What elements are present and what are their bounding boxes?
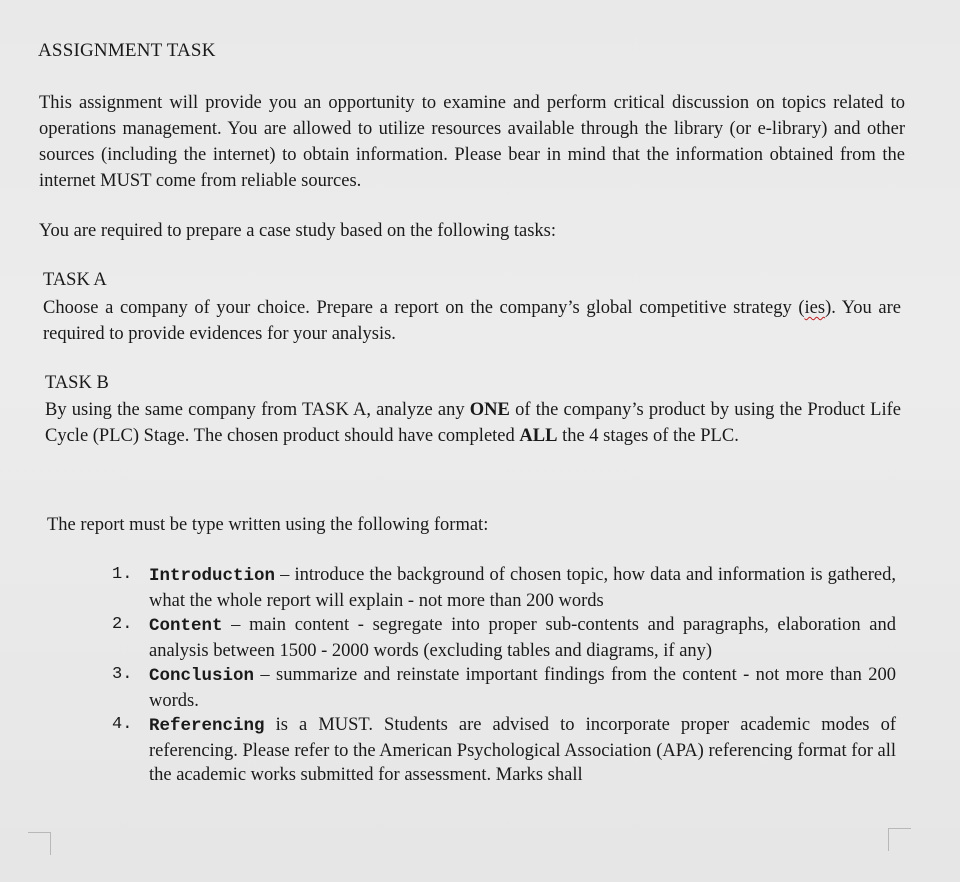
list-term: Introduction <box>149 566 276 586</box>
task-a-body <box>43 295 901 347</box>
task-b-heading: TASK B <box>45 373 109 393</box>
page-title: ASSIGNMENT TASK <box>38 40 216 61</box>
task-b-bold-all: ALL <box>519 426 558 446</box>
list-item <box>112 563 896 613</box>
list-number: 1. <box>112 565 133 584</box>
task-b-body <box>45 397 901 449</box>
task-b-text-3: the 4 stages of the PLC. <box>557 426 739 446</box>
task-a-heading: TASK A <box>43 270 107 290</box>
format-list <box>112 563 896 788</box>
list-text: is a MUST. Students are advised to incorporate proper academic modes of referencing. Please refer to the American Psychological Association (APA) referencing format for all the academic works submitted for assessment. Marks shall <box>149 715 896 785</box>
task-a-text-1: Choose a company of your choice. Prepare a report on the company’s global competitive strategy ( <box>43 298 805 318</box>
page-corner-mark-right <box>888 828 911 851</box>
task-a-text-2: ). You are required to provide evidences for your analysis. <box>43 298 901 344</box>
list-item <box>112 663 896 713</box>
list-number: 3. <box>112 665 133 684</box>
page-corner-mark-left <box>28 832 51 855</box>
format-intro: The report must be type written using the following format: <box>47 515 489 535</box>
list-term: Conclusion <box>149 666 255 686</box>
list-text: – introduce the background of chosen topic, how data and information is gathered, what the whole report will explain - not more than 200 words <box>149 565 896 611</box>
list-number: 4. <box>112 715 133 734</box>
list-item <box>112 613 896 663</box>
list-term: Content <box>149 616 223 636</box>
list-item <box>112 713 896 788</box>
task-b-bold-one: ONE <box>469 400 510 420</box>
list-number: 2. <box>112 615 133 634</box>
list-term: Referencing <box>149 716 265 736</box>
task-b-text-1: By using the same company from TASK A, analyze any <box>45 400 470 420</box>
required-paragraph: You are required to prepare a case study based on the following tasks: <box>39 221 557 241</box>
task-b-text-2: of the company’s product by using the Product Life Cycle (PLC) Stage. The chosen product should have completed <box>45 400 901 446</box>
spellcheck-underline: ies <box>804 298 826 318</box>
list-text: – main content - segregate into proper sub-contents and paragraphs, elaboration and analysis between 1500 - 2000 words (excluding tables and diagrams, if any) <box>149 615 896 661</box>
intro-paragraph: This assignment will provide you an opportunity to examine and perform critical discussion on topics related to operations management. You are allowed to utilize resources available through the library (or e-library) and other sources (including the internet) to obtain information. Please bear in mind that the information obtained from the internet MUST come from reliable sources. <box>39 93 905 191</box>
list-text: – summarize and reinstate important findings from the content - not more than 200 words. <box>149 665 896 711</box>
